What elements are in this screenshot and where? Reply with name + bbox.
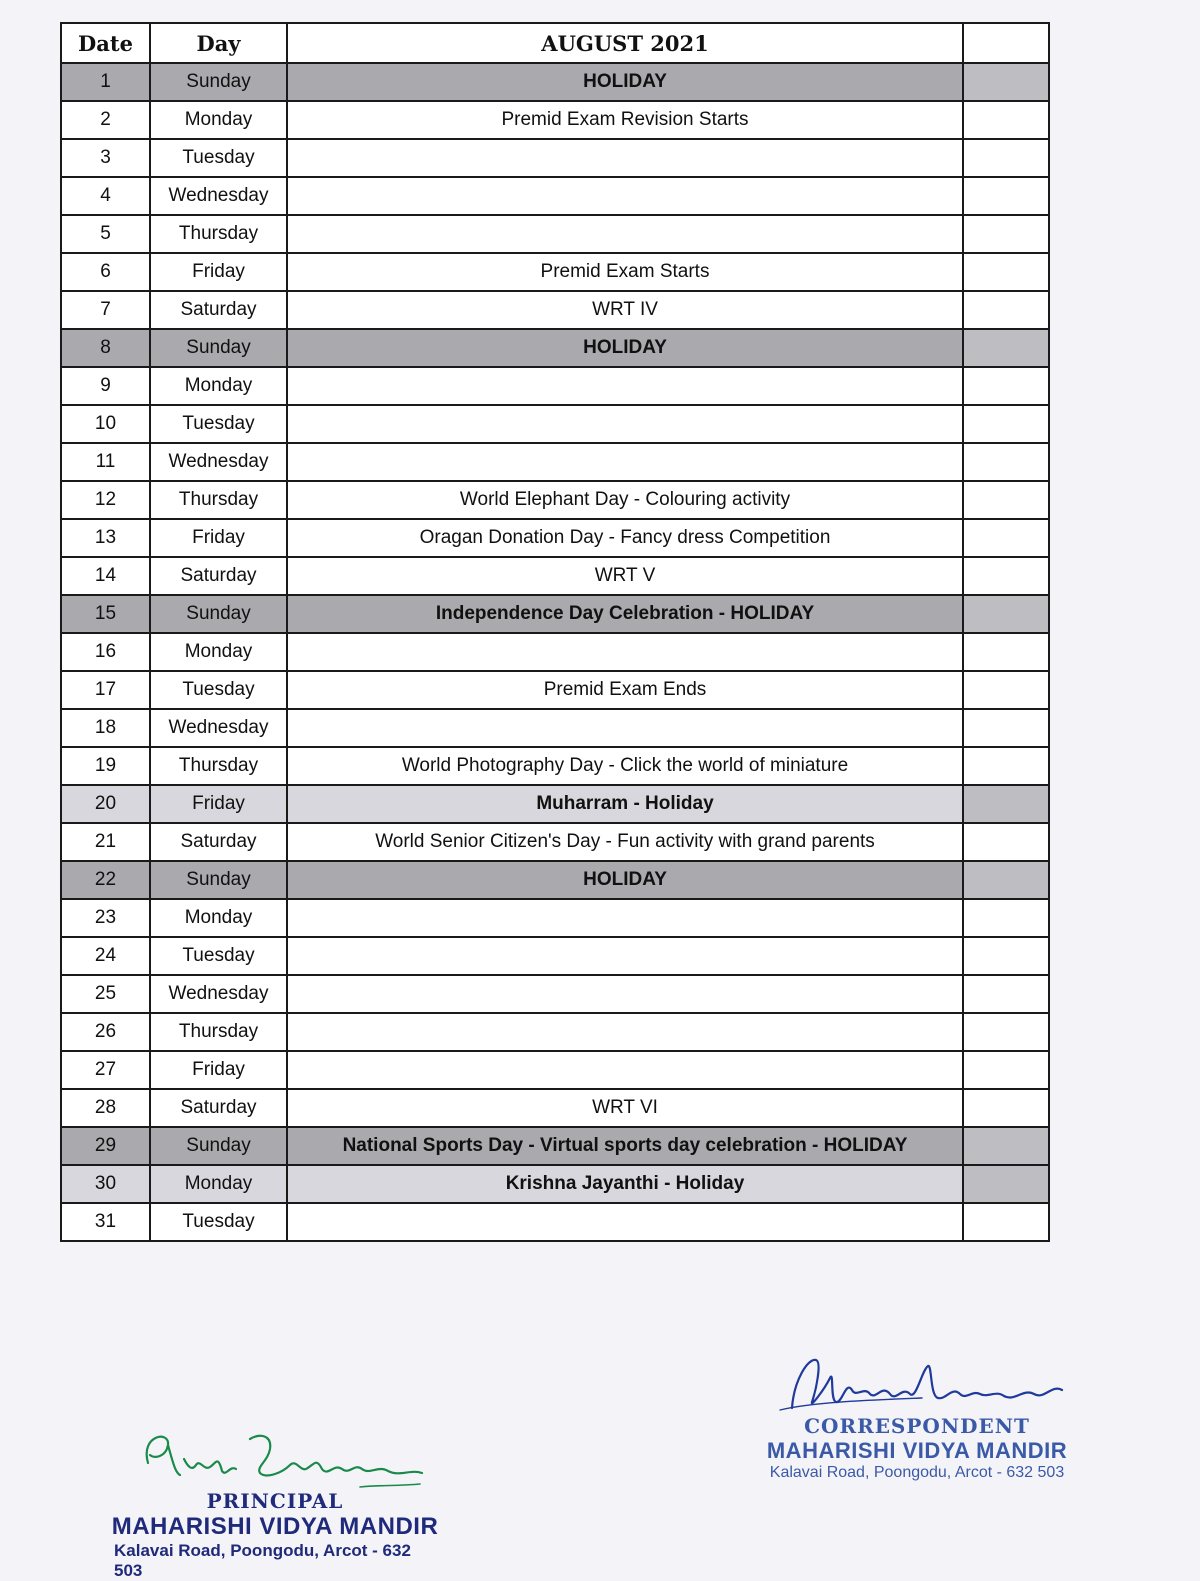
event-cell: World Photography Day - Click the world of miniature: [287, 747, 963, 785]
date-cell: 16: [61, 633, 150, 671]
event-cell: Independence Day Celebration - HOLIDAY: [287, 595, 963, 633]
table-row: [61, 785, 1049, 823]
date-cell: 19: [61, 747, 150, 785]
day-cell: Saturday: [150, 291, 287, 329]
blank-cell: [963, 937, 1049, 975]
date-cell: 14: [61, 557, 150, 595]
date-cell: 6: [61, 253, 150, 291]
blank-cell: [963, 671, 1049, 709]
day-cell: Monday: [150, 367, 287, 405]
event-cell: [287, 975, 963, 1013]
principal-title: PRINCIPAL: [206, 1489, 344, 1513]
day-cell: Wednesday: [150, 975, 287, 1013]
event-cell: Premid Exam Revision Starts: [287, 101, 963, 139]
table-row: [61, 291, 1049, 329]
date-cell: 26: [61, 1013, 150, 1051]
event-cell: [287, 1051, 963, 1089]
event-cell: HOLIDAY: [287, 861, 963, 899]
principal-address: Kalavai Road, Poongodu, Arcot - 632 503: [114, 1541, 411, 1580]
table-row: [61, 1013, 1049, 1051]
blank-cell: [963, 861, 1049, 899]
table-row: [61, 329, 1049, 367]
event-cell: [287, 177, 963, 215]
header-month-title: AUGUST 2021: [287, 23, 963, 63]
event-cell: [287, 1013, 963, 1051]
day-cell: Friday: [150, 253, 287, 291]
blank-cell: [963, 1165, 1049, 1203]
day-cell: Thursday: [150, 215, 287, 253]
day-cell: Tuesday: [150, 937, 287, 975]
calendar-table: [60, 22, 1050, 1242]
day-cell: Wednesday: [150, 709, 287, 747]
date-cell: 27: [61, 1051, 150, 1089]
blank-cell: [963, 405, 1049, 443]
date-cell: 1: [61, 63, 150, 101]
date-cell: 4: [61, 177, 150, 215]
day-cell: Saturday: [150, 1089, 287, 1127]
correspondent-org: MAHARISHI VIDYA MANDIR: [766, 1438, 1068, 1463]
event-cell: [287, 899, 963, 937]
day-cell: Friday: [150, 785, 287, 823]
blank-cell: [963, 975, 1049, 1013]
day-cell: Thursday: [150, 481, 287, 519]
blank-cell: [963, 1051, 1049, 1089]
table-row: [61, 595, 1049, 633]
table-row: [61, 823, 1049, 861]
date-cell: 5: [61, 215, 150, 253]
event-cell: Premid Exam Ends: [287, 671, 963, 709]
date-cell: 18: [61, 709, 150, 747]
table-row: [61, 215, 1049, 253]
day-cell: Tuesday: [150, 671, 287, 709]
event-cell: [287, 215, 963, 253]
date-cell: 22: [61, 861, 150, 899]
date-cell: 15: [61, 595, 150, 633]
date-cell: 3: [61, 139, 150, 177]
event-cell: [287, 443, 963, 481]
blank-cell: [963, 329, 1049, 367]
blank-cell: [963, 519, 1049, 557]
table-row: [61, 899, 1049, 937]
event-cell: [287, 709, 963, 747]
blank-cell: [963, 633, 1049, 671]
correspondent-title: CORRESPONDENT: [804, 1414, 1030, 1438]
blank-cell: [963, 139, 1049, 177]
event-cell: [287, 633, 963, 671]
table-row: [61, 1051, 1049, 1089]
day-cell: Sunday: [150, 861, 287, 899]
table-row: [61, 1127, 1049, 1165]
principal-signature-icon: [110, 1415, 440, 1493]
date-cell: 30: [61, 1165, 150, 1203]
event-cell: [287, 405, 963, 443]
event-cell: HOLIDAY: [287, 329, 963, 367]
date-cell: 7: [61, 291, 150, 329]
blank-cell: [963, 1089, 1049, 1127]
day-cell: Sunday: [150, 595, 287, 633]
blank-cell: [963, 709, 1049, 747]
blank-cell: [963, 253, 1049, 291]
calendar-body: [61, 63, 1049, 1241]
blank-cell: [963, 1203, 1049, 1241]
event-cell: [287, 937, 963, 975]
table-row: [61, 139, 1049, 177]
day-cell: Thursday: [150, 747, 287, 785]
table-row: [61, 101, 1049, 139]
header-day: Day: [150, 23, 287, 63]
day-cell: Friday: [150, 519, 287, 557]
blank-cell: [963, 785, 1049, 823]
table-row: [61, 1089, 1049, 1127]
day-cell: Saturday: [150, 557, 287, 595]
blank-cell: [963, 1127, 1049, 1165]
day-cell: Saturday: [150, 823, 287, 861]
table-row: [61, 557, 1049, 595]
table-row: [61, 937, 1049, 975]
blank-cell: [963, 1013, 1049, 1051]
correspondent-signature-block: [752, 1350, 1082, 1482]
principal-signature-block: [110, 1415, 440, 1580]
date-cell: 8: [61, 329, 150, 367]
blank-cell: [963, 481, 1049, 519]
date-cell: 9: [61, 367, 150, 405]
day-cell: Monday: [150, 101, 287, 139]
table-row: [61, 519, 1049, 557]
date-cell: 21: [61, 823, 150, 861]
table-row: [61, 709, 1049, 747]
table-row: [61, 481, 1049, 519]
event-cell: Premid Exam Starts: [287, 253, 963, 291]
event-cell: HOLIDAY: [287, 63, 963, 101]
table-row: [61, 1203, 1049, 1241]
date-cell: 23: [61, 899, 150, 937]
table-row: [61, 671, 1049, 709]
event-cell: Oragan Donation Day - Fancy dress Competition: [287, 519, 963, 557]
day-cell: Sunday: [150, 329, 287, 367]
blank-cell: [963, 823, 1049, 861]
blank-cell: [963, 63, 1049, 101]
event-cell: World Elephant Day - Colouring activity: [287, 481, 963, 519]
blank-cell: [963, 443, 1049, 481]
event-cell: Muharram - Holiday: [287, 785, 963, 823]
day-cell: Friday: [150, 1051, 287, 1089]
table-header-row: [61, 23, 1049, 63]
event-cell: WRT IV: [287, 291, 963, 329]
day-cell: Wednesday: [150, 443, 287, 481]
blank-cell: [963, 595, 1049, 633]
day-cell: Tuesday: [150, 1203, 287, 1241]
day-cell: Sunday: [150, 1127, 287, 1165]
blank-cell: [963, 747, 1049, 785]
date-cell: 13: [61, 519, 150, 557]
event-cell: Krishna Jayanthi - Holiday: [287, 1165, 963, 1203]
table-row: [61, 177, 1049, 215]
correspondent-address: Kalavai Road, Poongodu, Arcot - 632 503: [769, 1464, 1065, 1481]
event-cell: [287, 139, 963, 177]
table-row: [61, 975, 1049, 1013]
header-blank: [963, 23, 1049, 63]
blank-cell: [963, 291, 1049, 329]
event-cell: WRT VI: [287, 1089, 963, 1127]
table-row: [61, 1165, 1049, 1203]
day-cell: Tuesday: [150, 139, 287, 177]
date-cell: 28: [61, 1089, 150, 1127]
blank-cell: [963, 557, 1049, 595]
date-cell: 24: [61, 937, 150, 975]
date-cell: 25: [61, 975, 150, 1013]
event-cell: World Senior Citizen's Day - Fun activity with grand parents: [287, 823, 963, 861]
correspondent-signature-icon: [752, 1350, 1082, 1414]
date-cell: 2: [61, 101, 150, 139]
day-cell: Monday: [150, 633, 287, 671]
day-cell: Wednesday: [150, 177, 287, 215]
day-cell: Monday: [150, 899, 287, 937]
event-cell: [287, 367, 963, 405]
event-cell: [287, 1203, 963, 1241]
date-cell: 17: [61, 671, 150, 709]
day-cell: Thursday: [150, 1013, 287, 1051]
blank-cell: [963, 215, 1049, 253]
header-date: Date: [61, 23, 150, 63]
blank-cell: [963, 367, 1049, 405]
table-row: [61, 443, 1049, 481]
principal-org: MAHARISHI VIDYA MANDIR: [111, 1513, 439, 1540]
date-cell: 31: [61, 1203, 150, 1241]
day-cell: Sunday: [150, 63, 287, 101]
table-row: [61, 405, 1049, 443]
table-row: [61, 633, 1049, 671]
table-row: [61, 253, 1049, 291]
event-cell: WRT V: [287, 557, 963, 595]
blank-cell: [963, 177, 1049, 215]
date-cell: 10: [61, 405, 150, 443]
day-cell: Monday: [150, 1165, 287, 1203]
date-cell: 11: [61, 443, 150, 481]
event-cell: National Sports Day - Virtual sports day celebration - HOLIDAY: [287, 1127, 963, 1165]
blank-cell: [963, 899, 1049, 937]
date-cell: 20: [61, 785, 150, 823]
table-row: [61, 63, 1049, 101]
table-row: [61, 747, 1049, 785]
table-row: [61, 367, 1049, 405]
date-cell: 12: [61, 481, 150, 519]
blank-cell: [963, 101, 1049, 139]
table-row: [61, 861, 1049, 899]
date-cell: 29: [61, 1127, 150, 1165]
day-cell: Tuesday: [150, 405, 287, 443]
